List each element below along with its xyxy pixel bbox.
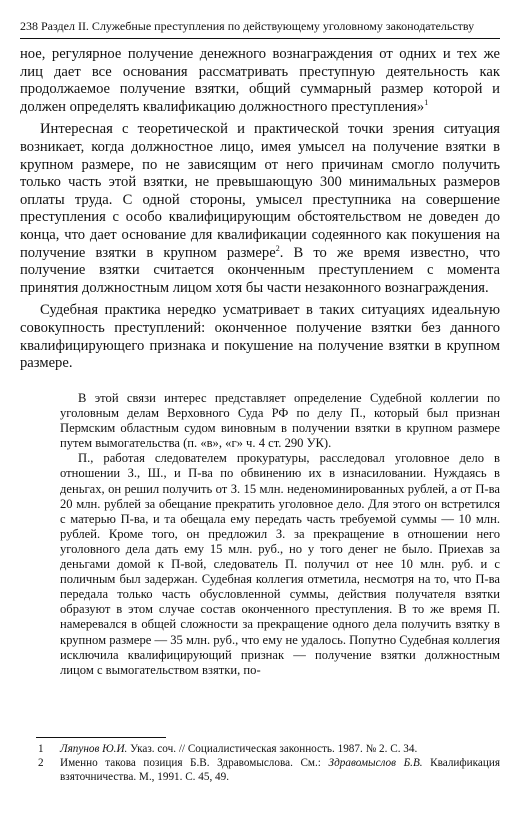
paragraph-3	[20, 302, 500, 372]
footnote-number: 1	[38, 743, 44, 755]
footnote-author: Ляпунов Ю.И.	[60, 743, 128, 755]
paragraph-2-text-b: . В то же время известно, что получение взятки считается оконченным преступлением с момента принятия должностным лицом хотя бы части незаконного вознаграждения.	[20, 244, 501, 296]
paragraph-3-text: Судебная практика нередко усматривает в таких ситуациях идеальную совокупность преступлений: оконченное получение взятки без данного квалифицирующего признака и покушение на получение взятки в крупном размере.	[20, 302, 500, 372]
header-rule	[20, 38, 500, 39]
running-header	[20, 19, 500, 37]
paragraph-2-text-a: Интересная с теоретической и практической точки зрения ситуация возникает, когда должностное лицо, имея умысел на получение взятки в крупном размере, по не зависящим от него причинам смогло получить только часть этой взятки, не превышающую 300 минимальных размеров оплаты труда. С одной стороны, умысел преступника на совершение преступления с особо квалифицирующим обстоятельством не доведен до конца, что дает основание для квалификации содеянного как покушения на получение взятки в крупном размере	[20, 121, 500, 261]
running-title: Раздел II. Служебные преступления по действующему уголовному законодательству	[41, 19, 475, 33]
footnote-text: Указ. соч. // Социалистическая законность. 1987. № 2. С. 34.	[127, 743, 418, 755]
footnote-2	[20, 756, 500, 784]
main-text	[20, 46, 500, 373]
footnote-text-b: Квалификация взяточничества. М., 1991. С. 45, 49.	[60, 757, 500, 783]
excerpt-paragraph-2: П., работая следователем прокуратуры, расследовал уголовное дело в отношении З., Ш., и П-ва по обвинению их в изнасиловании. Нуждаясь в деньгах, он решил получить от З. 15 млн. неденоминированных рублей, а от П-ва 20 млн. рублей за обещание прекратить уголовное дело. Для этого он встретился с матерью П-ва, и та обещала ему передать часть требуемой суммы — 10 млн. рублей. Кроме того, он предложил З. за прекращение в отношении него уголовного дела дать ему 15 млн. руб., но у того денег не было. Приехав за деньгами домой к П-вой, следователь П. получил от нее 10 млн. руб. и с поличным был задержан. Судебная коллегия отметила, несмотря на то, что П-ва передала только часть обусловленной суммы, действия получателя взятки образуют в этом случае состав оконченного преступления. В то же время П. намеревался в общей сложности за прекращение одного дела получить взятку в крупном размере — 35 млн. руб., что ему не удалось. Попутно Судебная коллегия исключила квалифицирующий признак — получение взятки должностным лицом с вымогательством взятки, по-	[60, 451, 500, 677]
footnote-ref-2: 2	[275, 243, 280, 253]
excerpt-paragraph-1: В этой связи интерес представляет определение Судебной коллегии по уголовным делам Верховного Суда РФ по делу П., который был признан Пермским областным судом виновным в получении взятки в крупном размере путем вымогательства (п. «в», «г» ч. 4 ст. 290 УК).	[60, 391, 500, 451]
footnotes	[20, 742, 500, 784]
page-number: 238	[20, 19, 38, 33]
footnote-ref-1: 1	[424, 97, 429, 107]
footnote-1	[20, 742, 500, 756]
footnote-rule	[36, 737, 166, 738]
footnote-text-a: Именно такова позиция Б.В. Здравомыслова. См.:	[60, 757, 329, 769]
case-excerpt	[60, 391, 500, 678]
paragraph-1-text: ное, регулярное получение денежного вознаграждения от одних и тех же лиц дает все основания рассматривать преступную деятельность как продолжаемое получение взятки, общий суммарный размер которой и должен определять квалификацию должностного преступления»	[20, 46, 500, 115]
paragraph-1	[20, 46, 500, 116]
footnote-author: Здравомыслов Б.В.	[328, 757, 423, 769]
paragraph-2	[20, 121, 500, 297]
footnote-number: 2	[38, 757, 44, 769]
